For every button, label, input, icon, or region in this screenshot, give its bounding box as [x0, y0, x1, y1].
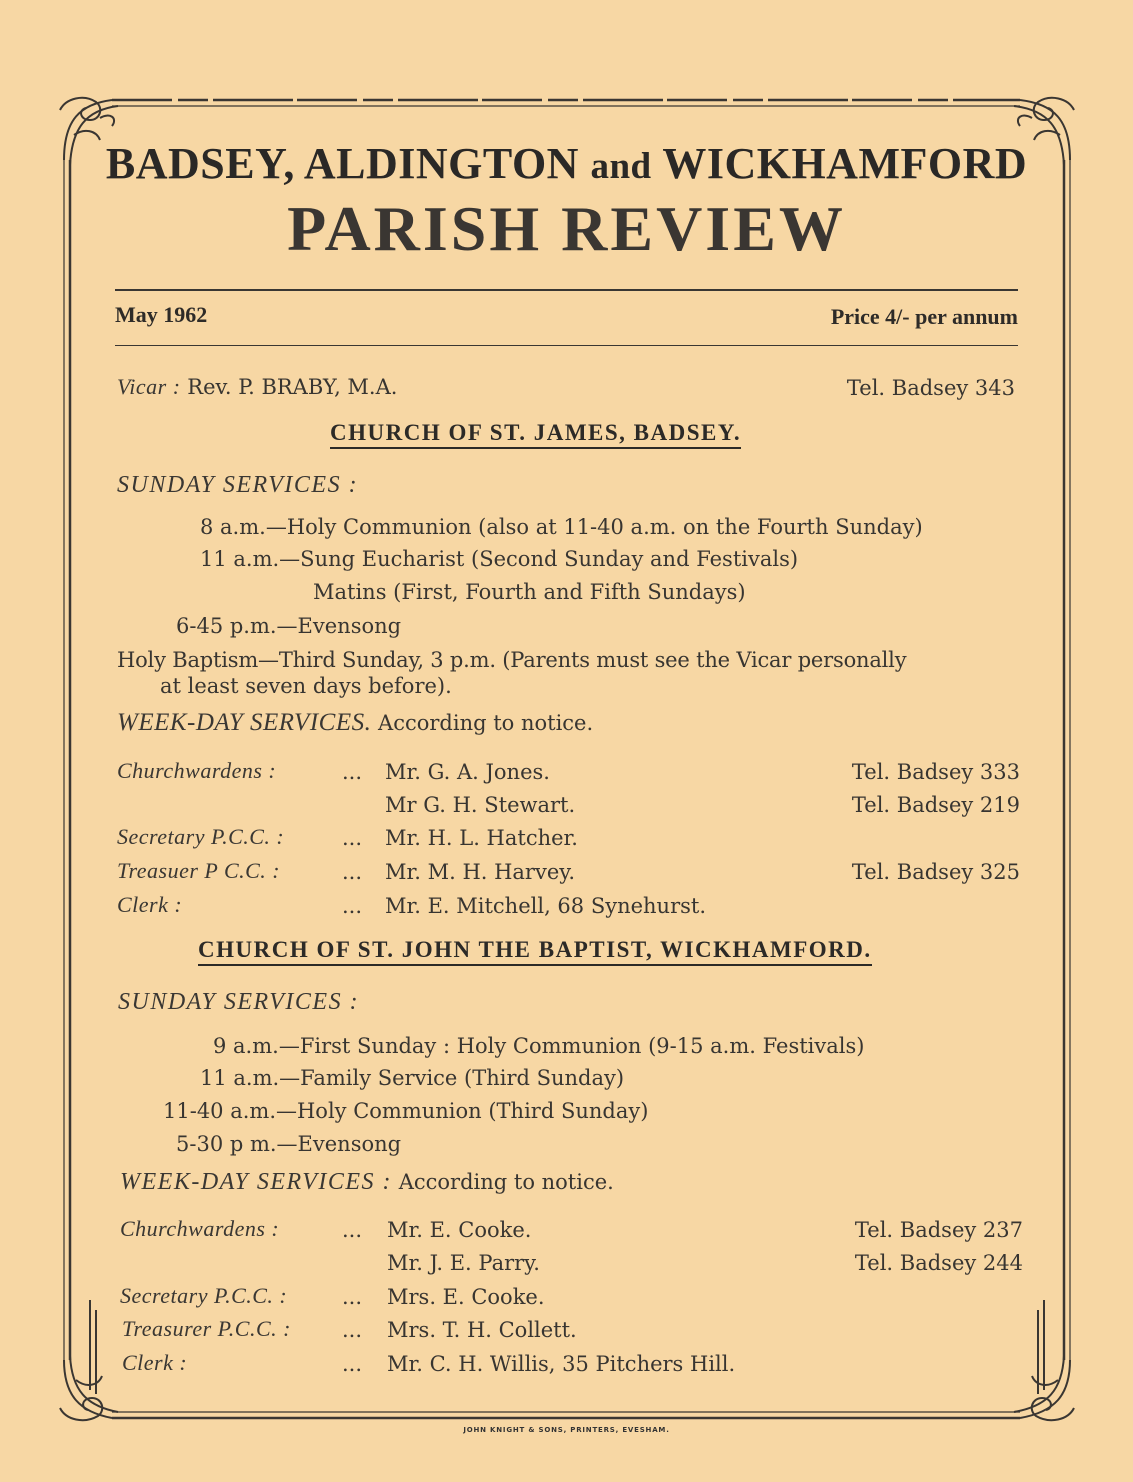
vicar-name: Rev. P. BRABY, M.A. — [180, 375, 398, 399]
badsey-officer-tel: Tel. Badsey 219 — [851, 793, 1020, 817]
price: Price 4/- per annum — [830, 304, 1018, 329]
wickhamford-officer-name: Mr. C. H. Willis, 35 Pitchers Hill. — [387, 1352, 736, 1376]
wickhamford-officer-dots: ... — [342, 1285, 363, 1309]
title-part-and: and — [590, 146, 652, 187]
badsey-officer-name: Mr G. H. Stewart. — [385, 793, 576, 817]
header-rule-top — [115, 289, 1018, 291]
badsey-weekday-note: According to notice. — [371, 711, 594, 735]
corner-ornament-bottom-left-icon — [60, 1300, 118, 1420]
wickhamford-officer-name: Mrs. E. Cooke. — [387, 1285, 545, 1309]
wickhamford-officer-tel: Tel. Badsey 244 — [854, 1251, 1023, 1275]
wickhamford-weekday-note: According to notice. — [392, 1170, 614, 1194]
baptism-line-1: Holy Baptism—Third Sunday, 3 p.m. (Parents must see the Vicar personally — [117, 648, 907, 672]
wickhamford-officer-name: Mr. E. Cooke. — [387, 1218, 532, 1242]
badsey-officer-name: Mr. M. H. Harvey. — [385, 860, 576, 884]
badsey-officer-dots: ... — [342, 860, 363, 884]
wickhamford-officer-tel: Tel. Badsey 237 — [854, 1218, 1023, 1242]
badsey-officer-role: Churchwardens : — [117, 758, 277, 783]
wickhamford-weekday-heading: WEEK-DAY SERVICES : — [120, 1169, 393, 1195]
badsey-officer-dots: ... — [342, 760, 363, 784]
badsey-officer-role: Treasuer P C.C. : — [117, 858, 281, 883]
baptism-line-2: at least seven days before). — [160, 674, 452, 698]
wickhamford-officer-name: Mr. J. E. Parry. — [387, 1251, 540, 1275]
wickhamford-officer-role: Churchwardens : — [120, 1216, 280, 1241]
badsey-officer-role: Clerk : — [117, 892, 183, 917]
title-part-1: BADSEY, ALDINGTON — [105, 139, 591, 188]
badsey-sunday-heading: SUNDAY SERVICES : — [117, 472, 359, 498]
badsey-service-0: 8 a.m.—Holy Communion (also at 11-40 a.m. on the Fourth Sunday) — [200, 515, 923, 539]
wickhamford-officer-dots: ... — [342, 1352, 363, 1376]
wickhamford-sunday-heading: SUNDAY SERVICES : — [118, 989, 360, 1015]
badsey-weekday-line — [117, 709, 593, 737]
badsey-service-2: Matins (First, Fourth and Fifth Sundays) — [313, 580, 746, 604]
wickhamford-weekday-line — [120, 1169, 614, 1196]
vicar-line — [117, 374, 397, 400]
badsey-officer-tel: Tel. Badsey 333 — [851, 760, 1020, 784]
badsey-officer-name: Mr. E. Mitchell, 68 Synehurst. — [385, 894, 706, 918]
publication-name: PARISH REVIEW — [287, 193, 846, 264]
wickhamford-church-heading: CHURCH OF ST. JOHN THE BAPTIST, WICKHAMFORD. — [198, 937, 872, 966]
wickhamford-officer-dots: ... — [342, 1218, 363, 1242]
badsey-officer-name: Mr. G. A. Jones. — [385, 760, 550, 784]
badsey-officer-role: Secretary P.C.C. : — [117, 824, 285, 849]
badsey-service-1: 11 a.m.—Sung Eucharist (Second Sunday and Festivals) — [200, 547, 799, 571]
wickhamford-service-0: 9 a.m.—First Sunday : Holy Communion (9-15 a.m. Festivals) — [213, 1034, 865, 1058]
badsey-officer-dots: ... — [342, 826, 363, 850]
issue-date: May 1962 — [115, 302, 208, 327]
wickhamford-service-3: 5-30 p m.—Evensong — [176, 1132, 402, 1156]
wickhamford-officer-name: Mrs. T. H. Collett. — [387, 1318, 577, 1342]
badsey-officer-tel: Tel. Badsey 325 — [851, 860, 1020, 884]
wickhamford-service-1: 11 a.m.—Family Service (Third Sunday) — [200, 1066, 625, 1090]
badsey-service-3: 6-45 p.m.—Evensong — [176, 614, 402, 638]
wickhamford-officer-role: Secretary P.C.C. : — [120, 1283, 288, 1308]
printer-credit: JOHN KNIGHT & SONS, PRINTERS, EVESHAM. — [463, 1426, 670, 1434]
badsey-officer-dots: ... — [342, 894, 363, 918]
wickhamford-officer-role: Treasurer P.C.C. : — [122, 1316, 291, 1341]
badsey-weekday-heading: WEEK-DAY SERVICES. — [117, 709, 372, 736]
title-part-2: WICKHAMFORD — [651, 139, 1028, 188]
wickhamford-officer-role: Clerk : — [122, 1350, 188, 1375]
badsey-officer-name: Mr. H. L. Hatcher. — [385, 826, 578, 850]
badsey-church-heading: CHURCH OF ST. JAMES, BADSEY. — [330, 420, 741, 449]
vicar-label: Vicar : — [117, 374, 181, 399]
masthead-title — [0, 138, 1133, 189]
wickhamford-service-2: 11-40 a.m.—Holy Communion (Third Sunday) — [163, 1099, 649, 1123]
vicar-tel: Tel. Badsey 343 — [846, 376, 1015, 400]
wickhamford-officer-dots: ... — [342, 1318, 363, 1342]
header-rule-bottom — [115, 345, 1018, 346]
